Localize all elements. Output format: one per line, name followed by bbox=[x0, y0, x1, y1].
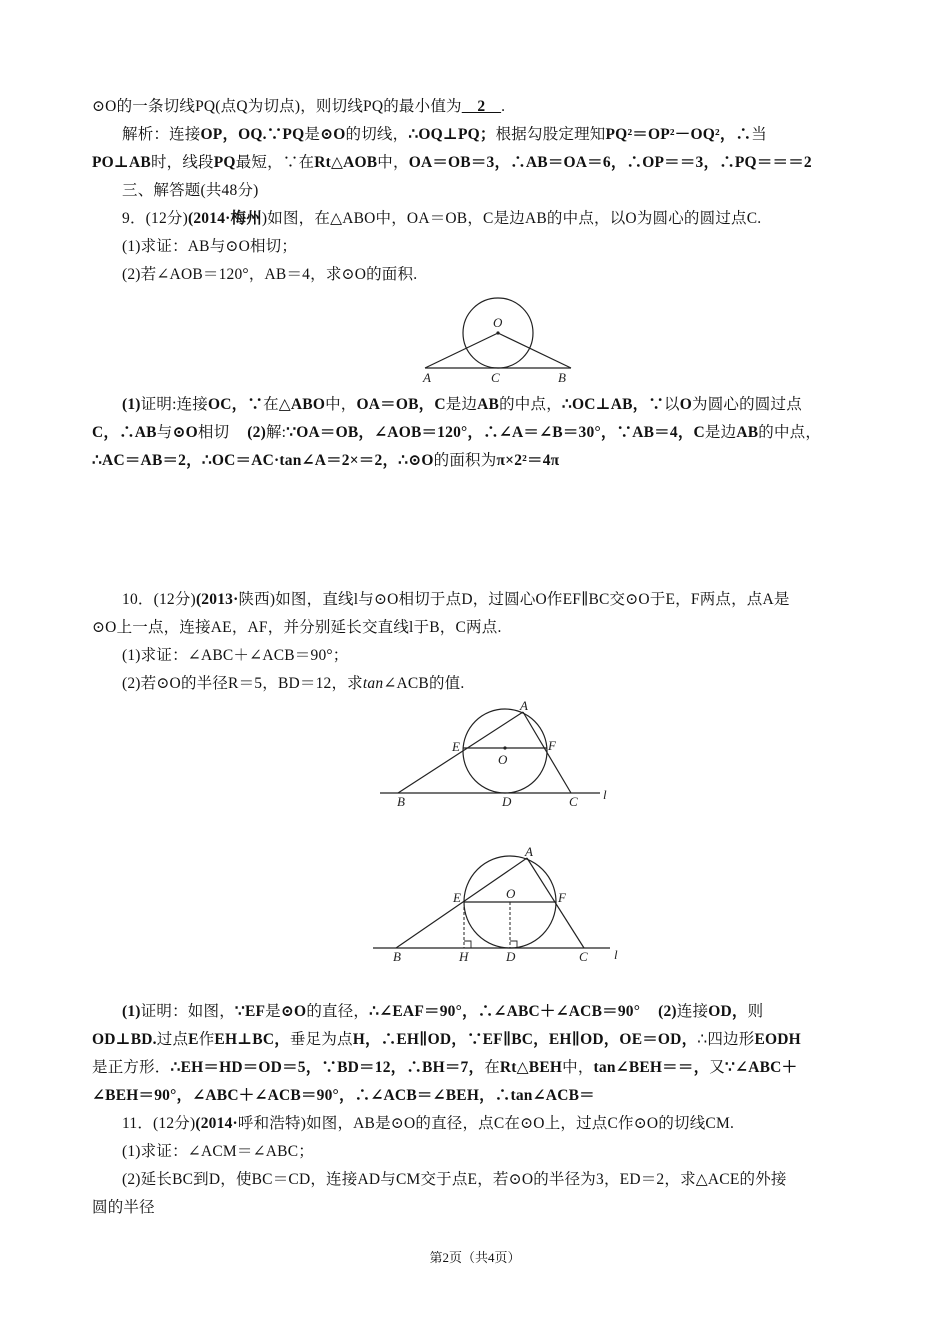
label-c: C bbox=[569, 794, 578, 809]
center-dot bbox=[496, 331, 499, 334]
center-dot bbox=[503, 746, 506, 749]
label-b: B bbox=[397, 794, 405, 809]
page-footer: 第2页（共4页） bbox=[429, 1250, 521, 1265]
segment-ao bbox=[425, 333, 498, 368]
problem-9-solution-3: ∴AC＝AB＝2，∴OC＝AC·tan∠A＝2×＝2，∴⊙O的面积为π×2²＝4π bbox=[92, 452, 560, 469]
label-a: A bbox=[520, 698, 528, 713]
line-3: PO⊥AB时，线段PQ最短，∵在Rt△AOB中，OA＝OB＝3，∴AB＝OA＝6，∴OP＝＝3，∴PQ＝＝＝2 bbox=[92, 154, 812, 171]
label-e: E bbox=[452, 739, 460, 754]
problem-9-part-1: (1)求证：AB与⊙O相切； bbox=[122, 238, 298, 255]
segment-ac bbox=[527, 858, 584, 948]
problem-10-solution-4: ∠BEH＝90°，∠ABC＋∠ACB＝90°，∴∠ACB＝∠BEH，∴tan∠ACB＝ bbox=[92, 1087, 595, 1104]
label-o: O bbox=[506, 886, 516, 901]
label-f: F bbox=[548, 738, 556, 753]
label-l: l bbox=[603, 787, 607, 802]
label-c: C bbox=[491, 370, 500, 385]
answer-blank: 2 bbox=[461, 98, 502, 115]
problem-10-part-2: (2)若⊙O的半径R＝5，BD＝12，求tan∠ACB的值. bbox=[122, 675, 465, 692]
label-o: O bbox=[498, 752, 508, 767]
problem-9-stem: 9．(12分)(2014·梅州)如图，在△ABO中，OA＝OB，C是边AB的中点，以O为圆心的圆过点C. bbox=[122, 210, 762, 227]
circle-o bbox=[463, 709, 547, 793]
problem-10-part-1: (1)求证：∠ABC＋∠ACB＝90°； bbox=[122, 647, 349, 664]
section-heading: 三、解答题(共48分) bbox=[122, 182, 259, 199]
figure-3-square-construction bbox=[370, 844, 632, 964]
problem-10-stem: 10．(12分)(2013·陕西)如图，直线l与⊙O相切于点D，过圆心O作EF∥BC交⊙O于E，F两点，点A是 bbox=[122, 591, 790, 608]
label-b: B bbox=[558, 370, 566, 385]
figure-2-circle-tangent bbox=[375, 698, 625, 812]
segment-ac bbox=[523, 712, 571, 793]
right-angle-d bbox=[510, 941, 517, 948]
label-c: C bbox=[579, 949, 588, 964]
problem-11-part-1: (1)求证：∠ACM＝∠ABC； bbox=[122, 1143, 314, 1160]
label-l: l bbox=[614, 947, 618, 962]
problem-10-solution-1: (1)证明：如图，∵EF是⊙O的直径，∴∠EAF＝90°，∴∠ABC＋∠ACB＝90° (2)连接OD，则 bbox=[122, 1003, 764, 1020]
label-b: B bbox=[393, 949, 401, 964]
figure-1-triangle-circle bbox=[415, 290, 585, 386]
label-d: D bbox=[506, 949, 516, 964]
label-f: F bbox=[558, 890, 566, 905]
problem-9-solution-1: (1)证明:连接OC，∵在△ABO中，OA＝OB，C是边AB的中点，∴OC⊥AB，∵以O为圆心的圆过点 bbox=[122, 396, 802, 413]
label-d: D bbox=[502, 794, 512, 809]
problem-10-solution-2: OD⊥BD.过点E作EH⊥BC，垂足为点H，∴EH∥OD，∵EF∥BC，EH∥OD，OE＝OD，∴四边形EODH bbox=[92, 1031, 801, 1048]
problem-9-solution-2: C，∴AB与⊙O相切 (2)解:∵OA＝OB，∠AOB＝120°，∴∠A＝∠B＝30°，∵AB＝4，C是边AB的中点， bbox=[92, 424, 822, 441]
problem-11-stem: 11．(12分)(2014·呼和浩特)如图，AB是⊙O的直径，点C在⊙O上，过点C作⊙O的切线CM. bbox=[122, 1115, 735, 1132]
label-e: E bbox=[453, 890, 461, 905]
problem-11-part-2-cont: 圆的半径 bbox=[92, 1199, 155, 1216]
problem-11-part-2: (2)延长BC到D，使BC＝CD，连接AD与CM交于点E，若⊙O的半径为3，ED＝2，求△ACE的外接 bbox=[122, 1171, 787, 1188]
label-o: O bbox=[493, 315, 503, 330]
line-2: 解析：连接OP，OQ.∵PQ是⊙O的切线，∴OQ⊥PQ；根据勾股定理知PQ²＝OP²－OQ²，∴当 bbox=[122, 126, 767, 143]
segment-bo bbox=[498, 333, 571, 368]
label-a: A bbox=[423, 370, 431, 385]
problem-10-stem-2: ⊙O上一点，连接AE，AF，并分别延长交直线l于B，C两点. bbox=[92, 619, 502, 636]
right-angle-h bbox=[464, 941, 471, 948]
problem-9-part-2: (2)若∠AOB＝120°，AB＝4，求⊙O的面积. bbox=[122, 266, 418, 283]
line-1: ⊙O的一条切线PQ(点Q为切点)，则切线PQ的最小值为 2 . bbox=[92, 98, 506, 115]
label-a: A bbox=[525, 844, 533, 859]
segment-ba bbox=[396, 858, 527, 948]
problem-10-solution-3: 是正方形．∴EH＝HD＝OD＝5，∵BD＝12，∴BH＝7，在Rt△BEH中，tan∠BEH＝＝，又∵∠ABC＋ bbox=[92, 1059, 798, 1076]
label-h: H bbox=[459, 949, 469, 964]
